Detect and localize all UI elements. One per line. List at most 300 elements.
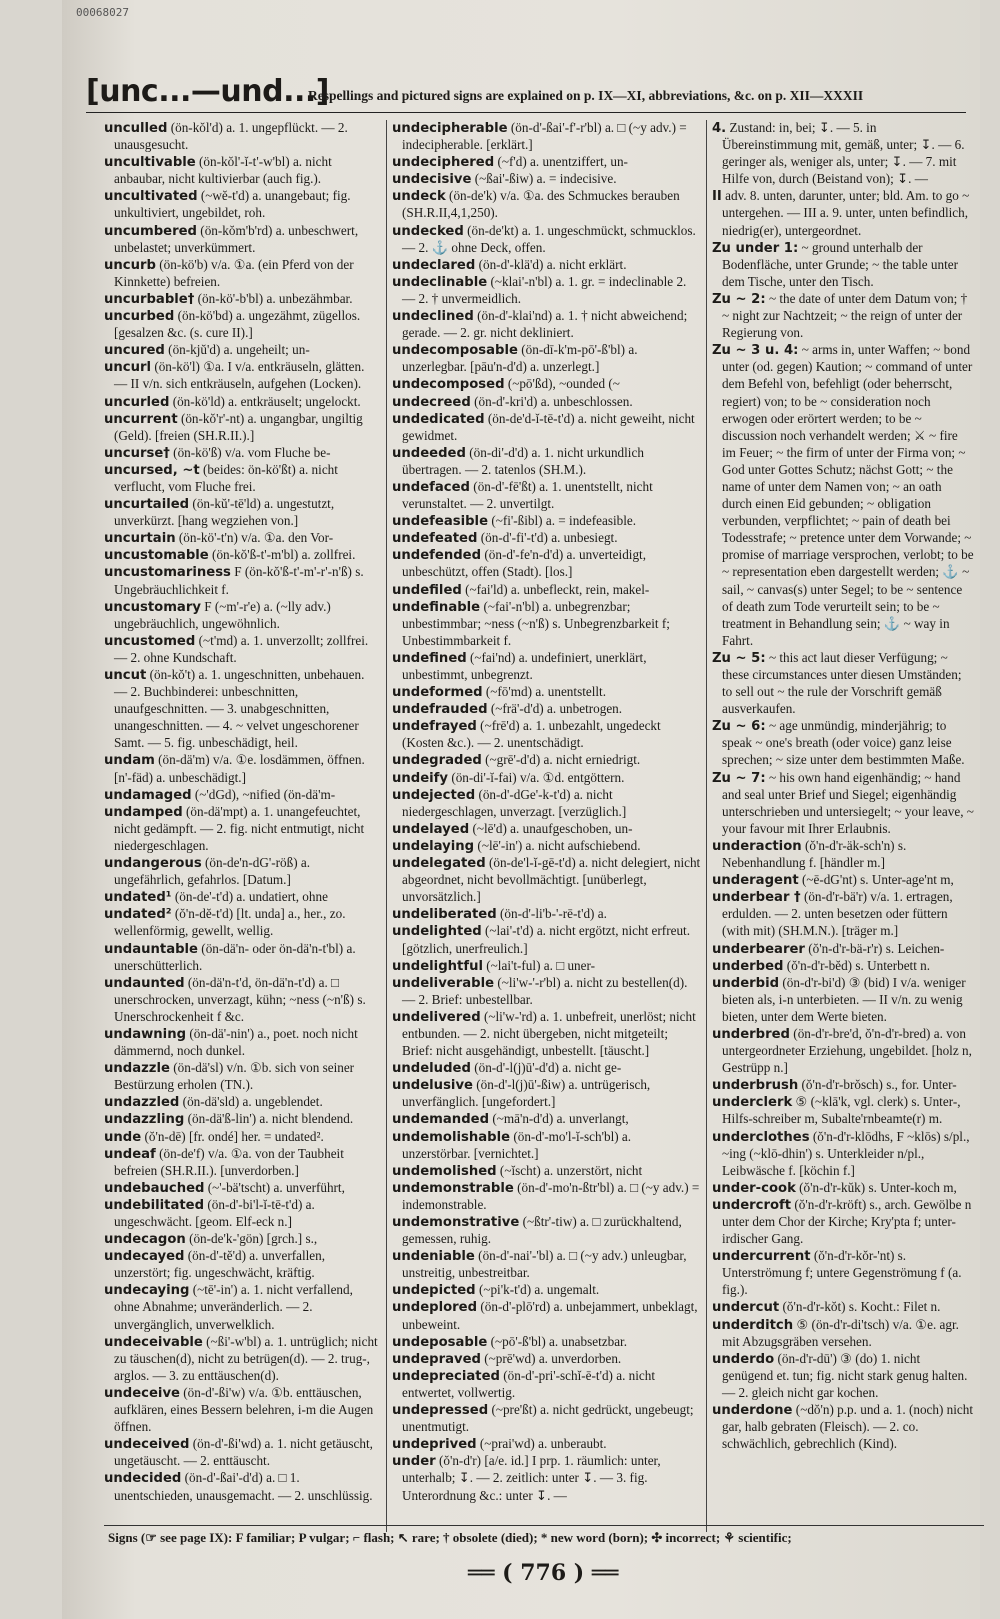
headword: Zu ~ 3 u. 4: — [712, 343, 799, 359]
headword: undemanded — [392, 1112, 490, 1128]
headword: undazzling — [104, 1112, 185, 1128]
headword: undemonstrable — [392, 1180, 514, 1196]
definition: (ŏ'n-d'r-kŏt) s. Kocht.: Filet n. — [779, 1299, 941, 1315]
headword: undercut — [712, 1300, 780, 1316]
dictionary-entry — [712, 1351, 974, 1402]
dictionary-entry — [712, 188, 974, 239]
headword: undelusive — [392, 1078, 473, 1094]
column-rule — [706, 120, 707, 1532]
headword: undeniable — [392, 1249, 475, 1265]
dictionary-entry — [392, 547, 702, 581]
headword: undeplored — [392, 1300, 478, 1316]
dictionary-entry — [392, 342, 702, 376]
dictionary-entry — [104, 411, 380, 445]
definition: (ön-kŏ't) a. 1. ungeschnitten, unbehauen. — 2. Buchbinderei: unbeschnitten, unaufgeschnitten. — 3. unabgeschnitten, unangeschnitten. — 4. ~ velvet ungeschorener Samt. — 5. fig. unbeschädigt, heil. — [114, 667, 365, 751]
dictionary-entry — [392, 923, 702, 957]
definition: ~ age unmündig, minderjährig; to speak ~ one's breath (oder voice) ganz leise sprechen; ~ size unter dem bestimmten Maße. — [722, 718, 965, 768]
dictionary-entry — [392, 1282, 702, 1299]
headword: undefrauded — [392, 702, 488, 718]
dictionary-entry — [712, 941, 974, 958]
dictionary-entry — [104, 889, 380, 906]
headword: undemolishable — [392, 1129, 511, 1145]
dictionary-entry — [104, 462, 380, 496]
dictionary-entry — [104, 564, 380, 598]
headword: undeify — [392, 770, 449, 786]
headword: under — [392, 1454, 436, 1470]
dictionary-entry — [104, 496, 380, 530]
headword: undeceivable — [104, 1334, 203, 1350]
headword: undeclinable — [392, 274, 488, 290]
headword: undepreciated — [392, 1368, 500, 1384]
dictionary-entry — [104, 120, 380, 154]
dictionary-entry — [712, 1197, 974, 1248]
definition: (~pō'-ß'bl) a. unabsetzbar. — [487, 1333, 628, 1349]
headword: uncurtailed — [104, 497, 190, 513]
dictionary-entry — [392, 274, 702, 308]
headword: undangerous — [104, 856, 202, 872]
definition: ~ the date of unter dem Datum von; † ~ night zur Nachtzeit; ~ the reign of unter der Regierung von. — [722, 290, 968, 341]
dictionary-entry — [392, 1009, 702, 1060]
dictionary-entry — [712, 650, 974, 718]
definition: (ön-kjŭ'd) a. ungeheilt; un- — [164, 342, 310, 358]
dictionary-entry — [104, 975, 380, 1026]
headword: undelighted — [392, 924, 482, 940]
dictionary-entry — [392, 223, 702, 257]
dictionary-entry — [392, 1111, 702, 1128]
dictionary-entry — [104, 804, 380, 855]
headword: unde — [104, 1129, 142, 1145]
running-header — [86, 74, 966, 113]
definition: (ön-dä'sld) a. ungeblendet. — [179, 1094, 323, 1110]
headword: undazzle — [104, 1061, 170, 1077]
definition: (ön-kö'-t'n) v/a. ①a. den Vor- — [175, 530, 334, 546]
definition: (ŏ'n-d'r-bä-r'r) s. Leichen- — [804, 940, 945, 956]
headword: uncustomable — [104, 548, 209, 564]
dictionary-entry — [104, 906, 380, 940]
definition: (ön-kö'l) ①a. I v/a. entkräuseln, glätten. — II v/n. sich entkräuseln, aufgehen (Locken). — [114, 359, 365, 392]
dictionary-entry — [392, 1334, 702, 1351]
definition: (ön-kö'-b'bl) a. unbezähmbar. — [194, 290, 353, 306]
column-3 — [712, 120, 974, 1540]
definition: (ön-di'-ĭ-fai) v/a. ①d. entgöttern. — [448, 769, 625, 785]
definition: (~ßi'-w'bl) a. 1. untrüglich; nicht zu täuschen(d), nicht zu betrügen(d). — 2. trug-, arglos. — 3. zu enttäuschen(d). — [114, 1333, 378, 1383]
dictionary-entry — [392, 599, 702, 650]
headword: undefrayed — [392, 719, 477, 735]
dictionary-entry — [104, 599, 380, 633]
headword: undated¹ — [104, 890, 172, 906]
dictionary-entry — [104, 855, 380, 889]
definition: (ŏ'n-d'r-brŏsch) s., for. Unter- — [798, 1077, 957, 1093]
definition: (~prai'wd) a. unberaubt. — [476, 1436, 607, 1452]
definition: (ön-dä'm) v/a. ①e. losdämmen, öffnen. [n'-fäd) a. unbeschädigt.] — [114, 752, 365, 785]
dictionary-entry — [712, 342, 974, 650]
definition: (~tē'-in') a. 1. nicht verfallend, ohne Abnahme; unveränderlich. — 2. unvergänglich, unverwelklich. — [114, 1282, 353, 1332]
definition: (ön-d'-bi'l-ĭ-tē-t'd) a. ungeschwächt. [geom. Elf-eck n.] — [114, 1196, 315, 1229]
definition: (ön-d'-nai'-'bl) a. □ (~y adv.) unleugbar, unstreitig, unbestreitbar. — [402, 1248, 687, 1281]
headword: 4. — [712, 121, 727, 136]
definition: (ön-dä'n-t'd, ön-dä'n-t'd) a. □ unerschrocken, unverzagt, kühn; ~ness (~n'ß) s. Unerschrockenheit f &c. — [114, 974, 366, 1024]
definition: (~ßtr'-tiw) a. □ zurückhaltend, gemessen, ruhig. — [402, 1214, 682, 1247]
dictionary-entry — [104, 530, 380, 547]
dictionary-entry — [392, 718, 702, 752]
headword: undefaced — [392, 479, 470, 495]
signs-legend — [104, 1525, 984, 1556]
definition: (~fai'nd) a. undefiniert, unerklärt, unbestimmt, unbegrenzt. — [402, 649, 647, 682]
dictionary-entry — [104, 188, 380, 222]
definition: (ön-kö'ld) a. entkräuselt; ungelockt. — [169, 393, 361, 409]
definition: (~li'w-'-r'bl) a. nicht zu bestellen(d). — 2. Brief: unbestellbar. — [402, 974, 688, 1007]
headword: undecomposed — [392, 377, 505, 393]
dictionary-entry — [392, 188, 702, 222]
definition: (~frē'd) a. 1. unbezahlt, ungedeckt (Kosten &c.). — 2. unentschädigt. — [402, 718, 661, 751]
headword: uncultivated — [104, 189, 198, 205]
definition: (~wĕ-t'd) a. unangebaut; fig. unkultiviert, ungebildet, roh. — [114, 188, 351, 221]
dictionary-entry — [104, 359, 380, 393]
definition: (~lai't-ful) a. □ uner- — [482, 957, 596, 973]
definition: (ön-d'r-bi'd) ③ (bid) I v/a. weniger bieten als, i-n unterbieten. — II v/n. zu wenig bieten, unter dem Werte bieten. — [722, 974, 966, 1024]
definition: (ön-d'-pri'-schĭ-ē-t'd) a. nicht entwertet, vollwertig. — [402, 1367, 656, 1400]
dictionary-entry — [712, 1077, 974, 1094]
header-note: Respellings and pictured signs are explained on p. IX—XI, abbreviations, &c. on p. XII—XXXII — [308, 88, 864, 103]
headword: undegraded — [392, 753, 482, 769]
definition: (ön-d'-ßai'-d'd) a. □ 1. unentschieden, unausgemacht. — 2. unschlüssig. — [114, 1470, 373, 1503]
definition: ~ ground unterhalb der Bodenfläche, unter Grunde; ~ the table unter dem Tische, unter den Tisch. — [722, 239, 958, 289]
headword: uncurb — [104, 257, 156, 273]
definition: adv. 8. unten, darunter, unter; bld. Am. to go ~ untergehen. — III a. 9. unter, unten befindlich, niedrig(er), untergeordnet. — [721, 188, 970, 238]
definition: (ön-de'f) v/a. ①a. von der Taubheit befreien (SH.R.II.). [unverdorben.] — [114, 1145, 344, 1178]
headword: uncursed, ~t — [104, 462, 200, 478]
definition: (~lē'-in') a. nicht aufschiebend. — [474, 837, 641, 853]
dictionary-entry — [712, 1248, 974, 1299]
dictionary-entry — [104, 1026, 380, 1060]
headword: undeclared — [392, 257, 476, 273]
headword: undecked — [392, 223, 464, 239]
dictionary-entry — [712, 1180, 974, 1197]
headword: Zu under 1: — [712, 240, 799, 256]
definition: (ön-kö'ß) v/a. vom Fluche be- — [169, 444, 331, 460]
headword: undeceived — [104, 1437, 190, 1453]
dictionary-entry — [104, 223, 380, 257]
definition: (ön-d'-kri'd) a. unbeschlossen. — [470, 393, 633, 409]
dictionary-entry — [104, 1385, 380, 1436]
dictionary-entry — [712, 291, 974, 342]
headword: under-cook — [712, 1180, 796, 1196]
definition: (ön-dä'mpt) a. 1. unangefeuchtet, nicht gedämpft. — 2. fig. nicht entmutigt, nicht niedergeschlagen. — [114, 803, 365, 853]
definition: (ön-d'-li'b-'-rē-t'd) a. — [496, 906, 607, 922]
dictionary-entry — [712, 718, 974, 769]
definition: (ön-dä'-nin') a., poet. noch nicht dämmernd, noch dunkel. — [114, 1025, 358, 1059]
headword: undebilitated — [104, 1197, 205, 1213]
definition: Zustand: in, bei; ↧. — 5. in Übereinstimmung mit, gemäß, unter; ↧. — 6. geringer als, weniger als, unter; ↧. — 7. mit Hilfe von, durch (Beistand von); ↧. — — [722, 120, 965, 187]
dictionary-entry — [392, 958, 702, 975]
dictionary-entry — [392, 1299, 702, 1333]
dictionary-entry — [392, 530, 702, 547]
headword: undeliberated — [392, 907, 497, 923]
headword: underagent — [712, 873, 799, 889]
dictionary-entry — [104, 1094, 380, 1111]
definition: (ön-de'-t'd) a. undatiert, ohne — [171, 889, 328, 905]
dictionary-entry — [392, 1060, 702, 1077]
headword: undefined — [392, 650, 467, 666]
headword: undeluded — [392, 1061, 471, 1077]
dictionary-entry — [392, 1453, 702, 1504]
dictionary-entry — [392, 821, 702, 838]
headword: uncustomariness — [104, 565, 231, 581]
dictionary-entry — [392, 171, 702, 188]
definition: (ön-kŏ'r'-nt) a. ungangbar, ungiltig (Geld). [freien (SH.R.II.).] — [114, 410, 363, 443]
column-1 — [104, 120, 380, 1540]
headword: undeprived — [392, 1437, 477, 1453]
headword: uncurbed — [104, 309, 175, 325]
dictionary-entry — [392, 752, 702, 769]
definition: (ön-de'k-'gön) [grch.] s., — [185, 1231, 318, 1247]
dictionary-entry — [104, 445, 380, 462]
dictionary-entry — [104, 1231, 380, 1248]
definition: (ŏ'n-dĕ-t'd) [lt. unda] a., her., zo. wellenförmig, gewellt, wellig. — [114, 906, 346, 939]
definition: (ön-d'-ßi'w) v/a. ①b. enttäuschen, aufklären, eines Bessern belehren, i-m die Augen öffnen. — [114, 1384, 374, 1435]
definition: (ön-d'r-dū') ③ (do) 1. nicht genügend et. tun; fig. nicht stark genug halten. — 2. gleich nicht gar kochen. — [722, 1350, 968, 1400]
headword: undefeated — [392, 531, 478, 547]
dictionary-entry — [712, 1317, 974, 1351]
headword: undeformed — [392, 685, 483, 701]
definition: (ön-di'-d'd) a. 1. nicht urkundlich übertragen. — 2. tatenlos (SH.M.). — [402, 444, 644, 477]
dictionary-entry — [392, 1129, 702, 1163]
dictionary-entry — [104, 1060, 380, 1094]
signs-text: Signs (☞ see page IX): F familiar; P vulgar; ⌐ flash; ↖ rare; † obsolete (died); * new word (born); ✣ incorrect; ⚘ scientific; — [108, 1530, 792, 1545]
headword: undaunted — [104, 975, 185, 991]
dictionary-entry — [712, 1299, 974, 1316]
headword: undercurrent — [712, 1249, 811, 1265]
dictionary-entry — [712, 872, 974, 889]
definition: (ön-d'-l(j)ū'-d'd) a. nicht ge- — [470, 1060, 622, 1076]
headword: underbid — [712, 975, 780, 991]
headword: undepressed — [392, 1403, 489, 1419]
dictionary-entry — [392, 120, 702, 154]
definition: (ön-kŏl'd) a. 1. ungepflückt. — 2. unausgesucht. — [114, 120, 348, 153]
definition: (ön-d'-tĕ'd) a. unverfallen, unzerstört; fig. ungeschwächt, kräftig. — [114, 1248, 326, 1281]
dictionary-entry — [392, 582, 702, 599]
definition: (~pre'ßt) a. nicht gedrückt, ungebeugt; unentmutigt. — [402, 1402, 694, 1435]
definition: (~f'd) a. unentziffert, un- — [494, 154, 628, 170]
dictionary-entry — [712, 1129, 974, 1180]
dictionary-entry — [392, 1248, 702, 1282]
definition: (ön-d'-mo'n-ßtr'bl) a. □ (~y adv.) = indemonstrable. — [402, 1179, 700, 1212]
definition: ⑤ (~klā'k, vgl. clerk) s. Unter-, Hilfs-schreiber m, Subalte'rnbeamte(r) m. — [722, 1094, 961, 1127]
headword: uncurrent — [104, 411, 178, 427]
definition: (ön-dä'ß-lin') a. nicht blendend. — [184, 1111, 354, 1127]
dictionary-entry — [104, 787, 380, 804]
dictionary-entry — [392, 1368, 702, 1402]
dictionary-entry — [392, 838, 702, 855]
headword: undecided — [104, 1471, 182, 1487]
dictionary-entry — [104, 1436, 380, 1470]
headword: undecipherable — [392, 121, 508, 136]
headword: underditch — [712, 1317, 794, 1333]
headword: underdo — [712, 1351, 775, 1367]
headword: undefiled — [392, 582, 462, 598]
headword: uncustomary — [104, 599, 201, 615]
headword: underaction — [712, 838, 802, 854]
definition: (~t'md) a. 1. unverzollt; zollfrei. — 2. ohne Kundschaft. — [114, 632, 369, 665]
headword: Zu ~ 6: — [712, 719, 766, 735]
headword: underclothes — [712, 1129, 810, 1145]
definition: ~ this act laut dieser Verfügung; ~ these circumstances unter diesen Umständen; to sell out ~ the rule der Vorschrift gemäß ausverkaufen. — [722, 649, 962, 717]
definition: (~fi'-ßibl) a. = indefeasible. — [488, 513, 637, 529]
dictionary-entry — [104, 1197, 380, 1231]
dictionary-entry — [104, 1282, 380, 1333]
definition: (~lai'-t'd) a. nicht ergötzt, nicht erfreut. [götzlich, unerfreulich.] — [402, 923, 690, 956]
definition: (ŏ'n-d'r-kŭk) s. Unter-koch m, — [795, 1179, 957, 1195]
dictionary-entry — [392, 1214, 702, 1248]
definition: (ön-dä'sl) v/n. ①b. sich von seiner Bestürzung erholen (TN.). — [114, 1060, 355, 1093]
dictionary-entry — [712, 975, 974, 1026]
dictionary-entry — [712, 889, 974, 940]
definition: (~lē'd) a. unaufgeschoben, un- — [469, 820, 633, 836]
headword: underbearer — [712, 941, 805, 957]
definition: (~klai'-n'bl) a. 1. gr. = indeclinable 2. — 2. † unvermeidlich. — [402, 273, 687, 306]
definition: (ön-d'-l(j)ū'-ßiw) a. untrügerisch, unverfänglich. [ungefordert.] — [402, 1077, 651, 1110]
dictionary-entry — [392, 479, 702, 513]
definition: (ön-d'-fē'ßt) a. 1. unentstellt, nicht verunstaltet. — 2. unvertilgt. — [402, 478, 653, 512]
dictionary-entry — [392, 154, 702, 171]
dictionary-entry — [104, 941, 380, 975]
definition: (ŏ'n-d'r-kröft) s., arch. Gewölbe n unter dem Chor der Kirche; Kry'pta f; unter-irdischer Gang. — [722, 1196, 972, 1247]
dictionary-entry — [104, 154, 380, 188]
definition: ~ arms in, unter Waffen; ~ bond unter (od. gegen) Kaution; ~ command of unter dem Befehl von, befehligt (oder beherrscht, regiert) von; to be ~ consideration noch erwogen oder erörtert werden; to be ~ discussion noch verhandelt werden; ⚔ ~ fire im Feuer; ~ the firm of unter der Firma von; ~ God unter Gottes Schutz; nächst Gott; ~ the name of unter dem Namen von; ~ an oath durch einen Eid gebunden; ~ obligation verbunden, verpflichtet; ~ pain of death bei Todesstrafe; ~ pretence unter dem Vorwande; ~ promise of marriage versprochen, verlobt; to be ~ representation eben dargestellt werden; ⚓ ~ sail, ~ canvas(s) unter Segel; to be ~ sentence of death zum Tode verurteilt sein; to be ~ treatment in Behandlung sein; ⚓ ~ way in Fahrt. — [722, 342, 974, 648]
dictionary-entry — [104, 1180, 380, 1197]
dictionary-entry — [392, 445, 702, 479]
definition: (ön-d'-ßai'-f'-r'bl) a. □ (~y adv.) = indecipherable. [erklärt.] — [402, 120, 687, 153]
dictionary-entry — [392, 684, 702, 701]
dictionary-entry — [392, 650, 702, 684]
headword: uncumbered — [104, 223, 197, 239]
dictionary-entry — [104, 667, 380, 752]
definition: (ön-de'n-dG'-röß) a. ungefährlich, gefahrlos. [Datum.] — [114, 855, 311, 888]
definition: (ön-d'-mo'l-ĭ-sch'bl) a. unzerstörbar. [vernichtet.] — [402, 1128, 632, 1161]
headword: undecayed — [104, 1249, 185, 1265]
headword: uncut — [104, 668, 147, 683]
definition: F (~m'-r'e) a. (~lly adv.) ungebräuchlich, ungewöhnlich. — [114, 598, 331, 631]
definition: (ŏ'n-d'r-klōdhs, F ~klōs) s/pl., ~ing (~klō-dhin') s. Unterkleider n/pl., Leibwäsche f. [köchin f.] — [722, 1128, 970, 1178]
dictionary-entry — [712, 770, 974, 838]
dictionary-entry — [392, 513, 702, 530]
dictionary-entry — [392, 1351, 702, 1368]
dictionary-entry — [104, 1111, 380, 1128]
dictionary-entry — [392, 701, 702, 718]
dictionary-entry — [712, 120, 974, 188]
headword: Zu ~ 7: — [712, 770, 766, 786]
headword: undamaged — [104, 787, 192, 803]
headword: uncurse† — [104, 445, 170, 461]
dictionary-entry — [712, 240, 974, 291]
definition: F (ön-kŏ'ß-t'-m'-r'-n'ß) s. Ungebräuchlichkeit f. — [114, 564, 364, 597]
definition: (~prē'wd) a. unverdorben. — [480, 1350, 622, 1366]
definition: (ön-d'-ßi'wd) a. 1. nicht getäuscht, ungetäuscht. — 2. enttäuscht. — [114, 1436, 373, 1469]
headword: undated² — [104, 907, 172, 923]
dictionary-entry — [392, 1180, 702, 1214]
dictionary-entry — [104, 1248, 380, 1282]
definition: (~ē-dG'nt) s. Unter-age'nt m, — [798, 872, 954, 888]
headword: uncured — [104, 343, 165, 359]
dictionary-entry — [104, 342, 380, 359]
dictionary-entry — [104, 633, 380, 667]
headword: undemonstrative — [392, 1215, 520, 1230]
headword: undeposable — [392, 1334, 488, 1350]
definition: (ön-kö'bd) a. ungezähmt, zügellos. [gesalzen &c. (s. cure II).] — [114, 308, 361, 341]
headword: uncustomed — [104, 633, 196, 649]
dictionary-entry — [104, 547, 380, 564]
headword: unculled — [104, 121, 168, 136]
dictionary-entry — [392, 1402, 702, 1436]
headword: uncurtain — [104, 531, 176, 547]
definition: (~'-bä'tscht) a. unverführt, — [204, 1179, 345, 1195]
definition: (~fai'-n'bl) a. unbegrenzbar; unbestimmbar; ~ness (~n'ß) s. Unbegrenzbarkeit f; Unbestimmbarkeit f. — [402, 598, 670, 648]
dictionary-entry — [392, 1077, 702, 1111]
dictionary-entry — [392, 906, 702, 923]
headword: uncurbable† — [104, 291, 195, 307]
definition: (ön-d'-klai'nd) a. 1. † nicht abweichend; gerade. — 2. gr. nicht dekliniert. — [402, 308, 688, 341]
definition: (ŏ'n-d'r-bĕd) s. Unterbett n. — [783, 957, 931, 973]
dictionary-entry — [392, 257, 702, 274]
headword: undeclined — [392, 309, 474, 325]
dictionary-entry — [392, 770, 702, 787]
dictionary-entry — [104, 1470, 380, 1504]
dictionary-entry — [712, 958, 974, 975]
dictionary-entry — [392, 308, 702, 342]
headword: undejected — [392, 787, 476, 803]
headword: underbed — [712, 958, 784, 974]
definition: (~mā'n-d'd) a. unverlangt, — [489, 1111, 629, 1127]
definition: (ön-de'd-ĭ-tē-t'd) a. nicht geweiht, nicht gewidmet. — [402, 410, 695, 443]
headword: undeaf — [104, 1146, 156, 1162]
page-number: ══ ( 776 ) ══ — [468, 1560, 619, 1586]
entry-range: [unc...—und...] — [86, 74, 329, 109]
dictionary-entry — [392, 376, 702, 393]
definition: (~grē'-d'd) a. nicht erniedrigt. — [481, 752, 641, 768]
headword: undazzled — [104, 1095, 180, 1111]
headword: underbred — [712, 1026, 790, 1042]
definition: (ön-kŏl'-ĭ-t'-w'bl) a. nicht anbaubar, nicht kultivierbar (auch fig.). — [114, 154, 332, 187]
headword: undauntable — [104, 941, 198, 957]
definition: (~dŏ'n) p.p. und a. 1. (noch) nicht gar, halb gebraten (Fleisch). — 2. co. schwächlich, gebrechlich (Kind). — [722, 1402, 974, 1452]
headword: Zu ~ 5: — [712, 650, 766, 666]
headword: undelaying — [392, 838, 475, 854]
headword: underdone — [712, 1403, 793, 1419]
dictionary-entry — [104, 1146, 380, 1180]
headword: undam — [104, 753, 155, 769]
headword: undeliverable — [392, 975, 495, 991]
dictionary-entry — [104, 257, 380, 291]
dictionary-entry — [392, 411, 702, 445]
definition: (ön-d'-plō'rd) a. unbejammert, unbeklagt, unbeweint. — [402, 1299, 698, 1332]
headword: undawning — [104, 1026, 187, 1042]
definition: (ön-kŭ'-tē'ld) a. ungestutzt, unverkürzt. [hang wegziehen von.] — [114, 496, 335, 529]
column-2 — [392, 120, 702, 1540]
dictionary-entry — [392, 394, 702, 411]
definition: (~ßai'-ßiw) a. = indecisive. — [471, 171, 617, 187]
dictionary-entry — [712, 838, 974, 872]
headword: uncurled — [104, 394, 170, 410]
definition: (ön-de'k) v/a. ①a. des Schmuckes berauben (SH.R.II,4,1,250). — [402, 188, 680, 221]
headword: undelightful — [392, 958, 483, 974]
definition: (~pi'k-t'd) a. ungemalt. — [475, 1282, 600, 1298]
definition: (~frä'-d'd) a. unbetrogen. — [487, 701, 623, 717]
headword: undecreed — [392, 394, 471, 410]
dictionary-entry — [712, 1402, 974, 1453]
definition: (ön-kŏ'ß-t'-m'bl) a. zollfrei. — [208, 547, 356, 563]
definition: (ön-dī-k'm-pō'-ß'bl) a. unzerlegbar. [pāu'n-d'd) a. unzerlegt.] — [402, 342, 638, 375]
definition: ~ his own hand eigenhändig; ~ hand and seal unter Brief und Siegel; eigenhändig unterschrieben und untersiegelt; ~ your leave, ~ your favour mit Ihrer Erlaubnis. — [722, 769, 974, 836]
